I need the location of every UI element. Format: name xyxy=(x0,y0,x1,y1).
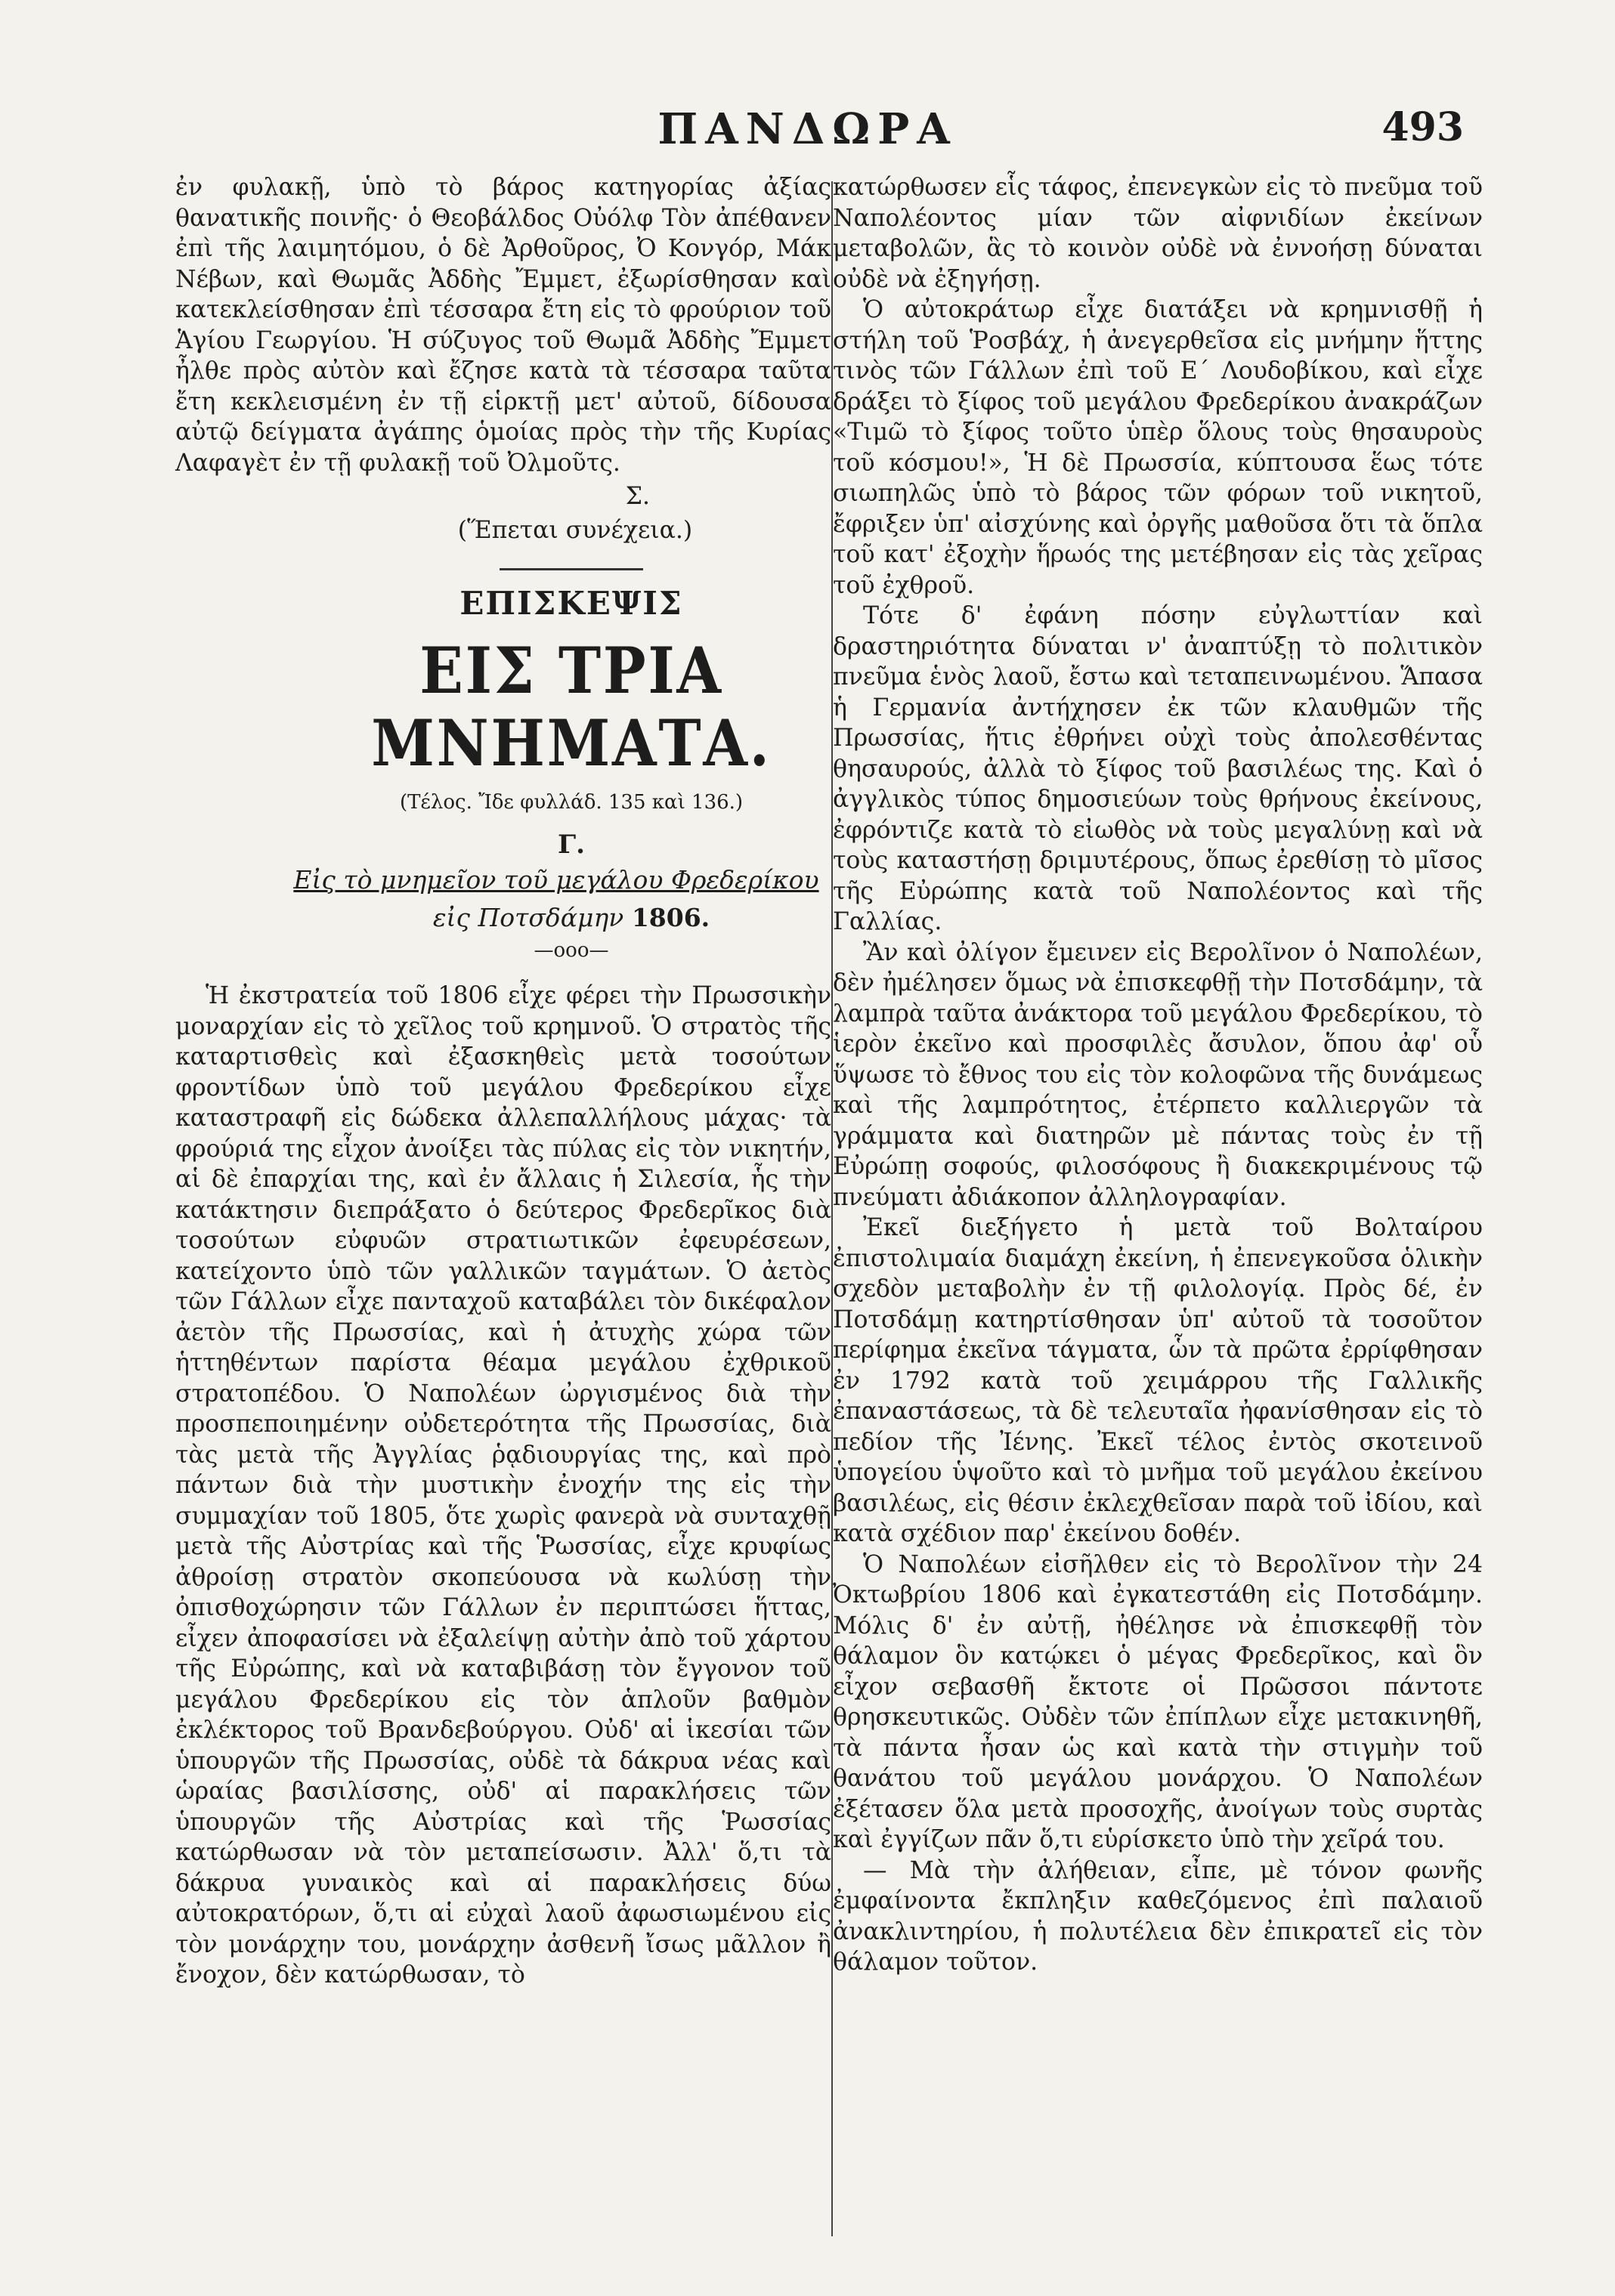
opening-paragraph: ἐν φυλακῇ, ὑπὸ τὸ βάρος κατηγορίας ἀξίας θανατικῆς ποινῆς· ὁ Θεοβάλδος Οὐόλφ Τὸν ἀπέθανεν ἐπὶ τῆς λαιμητόμου, ὁ δὲ Ἀρθοῦρος, Ὀ Κονγόρ, Μάκ Νέβων, καὶ Θωμᾶς Ἀδδὴς Ἔμμετ, ἐξωρίσθησαν καὶ κατεκλείσθησαν ἐπὶ τέσσαρα ἔτη εἰς τὸ φρούριον τοῦ Ἁγίου Γεωργίου. Ἡ σύζυγος τοῦ Θωμᾶ Ἀδδὴς Ἔμμετ ἦλθε πρὸς αὐτὸν καὶ ἔζησε κατὰ τὰ τέσσαρα ταῦτα ἔτη κεκλεισμένη ἐν τῇ εἱρκτῇ μετ' αὐτοῦ, δίδουσα αὐτῷ δείγματα ἀγάπης ὁμοίας πρὸς τὴν τῆς Κυρίας Λαφαγὲτ ἐν τῇ φυλακῇ τοῦ Ὀλμοῦτς. xyxy=(175,174,831,477)
place-date-line xyxy=(243,903,899,934)
article-note: (Τέλος. Ἴδε φυλλάδ. 135 καὶ 136.) xyxy=(399,790,744,814)
part-number: Γ. xyxy=(558,830,585,860)
right-paragraph-5: Ἐκεῖ διεξήγετο ἡ μετὰ τοῦ Βολταίρου ἐπιστολιμαία διαμάχη ἐκείνη, ἡ ἐπενεγκοῦσα ὁλικὴν σχεδὸν μεταβολὴν ἐν τῇ φιλολογίᾳ. Πρὸς δέ, ἐν Ποτσδάμῃ κατηρτίσθησαν ὑπ' αὐτοῦ τὰ τοσοῦτον περίφημα ἐκεῖνα τάγματα, ὧν τὰ πρῶτα ἐρρίφθησαν ἐν 1792 κατὰ τοῦ χειμάρρου τῆς Γαλλικῆς ἐπαναστάσεως, τὰ δὲ τελευταῖα ἠφανίσθησαν εἰς τὸ πεδίον τῆς Ἰένης. Ἐκεῖ τέλος ἐντὸς σκοτεινοῦ ὑπογείου ὑψοῦτο καὶ τὸ μνῆμα τοῦ μεγάλου ἐκείνου βασιλέως, εἰς θέσιν ἐκλεχθεῖσαν παρὰ τοῦ ἰδίου, καὶ κατὰ σχέδιον παρ' ἐκείνου δοθέν. xyxy=(833,1214,1483,1547)
article-body: Ἡ ἐκστρατεία τοῦ 1806 εἶχε φέρει τὴν Πρωσσικὴν μοναρχίαν εἰς τὸ χεῖλος τοῦ κρημνοῦ. Ὁ στρατὸς τῆς καταρτισθεὶς καὶ ἐξασκηθεὶς μετὰ τοσούτων φροντίδων ὑπὸ τοῦ μεγάλου Φρεδερίκου εἶχε καταστραφῆ εἰς δώδεκα ἀλλεπαλλήλους μάχας· τὰ φρούριά της εἶχον ἀνοίξει τὰς πύλας εἰς τὸν νικητήν, αἱ δὲ ἐπαρχίαι της, καὶ ἐν ἄλλαις ἡ Σιλεσία, ἧς τὴν κατάκτησιν διεπράξατο ὁ δεύτερος Φρεδερῖκος διὰ τοσούτων εὐφυῶν στρατιωτικῶν ἐφευρέσεων, κατείχοντο ὑπὸ τῶν γαλλικῶν ταγμάτων. Ὁ ἀετὸς τῶν Γάλλων εἶχε πανταχοῦ καταβάλει τὸν δικέφαλον ἀετὸν τῆς Πρωσσίας, καὶ ἡ ἀτυχὴς χώρα τῶν ἡττηθέντων παρίστα θέαμα μεγάλου ἐχθρικοῦ στρατοπέδου. Ὁ Ναπολέων ὠργισμένος διὰ τὴν προσπεποιημένην οὐδετερότητα τῆς Πρωσσίας, διὰ τὰς μετὰ τῆς Ἀγγλίας ῥᾳδιουργίας της, καὶ πρὸ πάντων διὰ τὴν μυστικὴν ἐνοχήν της εἰς τὴν συμμαχίαν τοῦ 1805, ὅτε χωρὶς φανερὰ νὰ συνταχθῇ μετὰ τῆς Αὐστρίας καὶ τῆς Ῥωσσίας, εἶχε κρυφίως ἀθροίσῃ στρατὸν σκοπεύουσα νὰ κωλύσῃ τὴν ὀπισθοχώρησιν τῶν Γάλλων ἐν περιπτώσει ἥττας, εἶχεν ἀποφασίσει νὰ ἐξαλείψῃ αὐτὴν ἀπὸ τοῦ χάρτου τῆς Εὐρώπης, καὶ νὰ καταβιβάσῃ τὸν ἔγγονον τοῦ μεγάλου Φρεδερίκου εἰς τὸν ἁπλοῦν βαθμὸν ἐκλέκτορος τοῦ Βρανδεβούργου. Οὐδ' αἱ ἱκεσίαι τῶν ὑπουργῶν τῆς Πρωσσίας, οὐδὲ τὰ δάκρυα νέας καὶ ὡραίας βασιλίσσης, οὐδ' αἱ παρακλήσεις τῶν ὑπουργῶν τῆς Αὐστρίας καὶ τῆς Ῥωσσίας κατώρθωσαν νὰ τὸν μεταπείσωσιν. Ἀλλ' ὅ,τι τὰ δάκρυα γυναικὸς καὶ αἱ παρακλήσεις δύω αὐτοκρατόρων, ὅ,τι αἱ εὐχαὶ λαοῦ ἀφωσιωμένου εἰς τὸν μονάρχην του, μονάρχην ἀσθενῆ ἴσως μᾶλλον ἢ ἔνοχον, δὲν κατώρθωσαν, τὸ xyxy=(175,982,831,1989)
right-paragraph-6: Ὁ Ναπολέων εἰσῆλθεν εἰς τὸ Βερολῖνον τὴν 24 Ὀκτωβρίου 1806 καὶ ἐγκατεστάθη εἰς Ποτσδάμην. Μόλις δ' ἐν αὐτῇ, ἠθέλησε νὰ ἐπισκεφθῇ τὸν θάλαμον ὃν κατῴκει ὁ μέγας Φρεδερῖκος, καὶ ὃν εἶχον σεβασθῆ ἔκτοτε οἱ Πρῶσσοι πάντοτε θρησκευτικῶς. Οὐδὲν τῶν ἐπίπλων εἶχε μετακινηθῆ, τὰ πάντα ἦσαν ὡς καὶ κατὰ τὴν στιγμὴν τοῦ θανάτου τοῦ μεγάλου μονάρχου. Ὁ Ναπολέων ἐξέτασεν ὅλα μετὰ προσοχῆς, ἀνοίγων τοὺς συρτὰς καὶ ἐγγίζων πᾶν ὅ,τι εὑρίσκετο ὑπὸ τὴν χεῖρά του. xyxy=(833,1550,1483,1853)
year: 1806. xyxy=(631,903,710,932)
signature: Σ. xyxy=(625,483,650,510)
right-column xyxy=(833,172,1483,1978)
article-subtitle: ΕΙΣ ΤΡΙΑ ΜΝΗΜΑΤΑ. xyxy=(371,632,772,780)
left-column xyxy=(175,172,831,1991)
inscription-heading: Εἰς τὸ μνημεῖον τοῦ μεγάλου Φρεδερίκου xyxy=(293,864,819,895)
continued-note: (Ἕπεται συνέχεια.) xyxy=(457,516,693,544)
article-title: ΕΠΙΣΚΕΨΙΣ xyxy=(459,585,683,622)
place-name: εἰς Ποτσδάμην xyxy=(432,903,624,932)
right-paragraph-4: Ἂν καὶ ὀλίγον ἔμεινεν εἰς Βερολῖνον ὁ Ναπολέων, δὲν ἠμέλησεν ὅμως νὰ ἐπισκεφθῇ τὴν Ποτσδάμην, τὰ λαμπρὰ ταῦτα ἀνάκτορα τοῦ μεγάλου Φρεδερίκου, τὸ ἱερὸν ἐκεῖνο καὶ προσφιλὲς ἄσυλον, ὅπου ἀφ' οὗ ὕψωσε τὸ ἔθνος του εἰς τὸν κολοφῶνα τῆς δυνάμεως καὶ τῆς λαμπρότητος, ἐτέρπετο καλλιεργῶν τὰ γράμματα καὶ διατηρῶν μὲ πάντας τοὺς ἐν τῇ Εὐρώπῃ σοφούς, φιλοσόφους ἢ διακεκριμένους τῷ πνεύματι ἀδιάκοπον ἀλληλογραφίαν. xyxy=(833,938,1483,1211)
page-title: ΠΑΝΔΩΡΑ xyxy=(657,104,958,154)
divider-rule xyxy=(500,568,643,570)
right-paragraph-2: Ὁ αὐτοκράτωρ εἶχε διατάξει νὰ κρημνισθῇ ἡ στήλη τοῦ Ῥοσβάχ, ἡ ἀνεγερθεῖσα εἰς μνήμην ἥττης τινὸς τῶν Γάλλων ἐπὶ τοῦ Ε΄ Λουδοβίκου, καὶ εἶχε δράξει τὸ ξίφος τοῦ μεγάλου Φρεδερίκου ἀνακράζων «Τιμῶ τὸ ξίφος τοῦτο ὑπὲρ ὅλους τοὺς θησαυροὺς τοῦ κόσμου!», Ἡ δὲ Πρωσσία, κύπτουσα ἕως τότε σιωπηλῶς ὑπὸ τὸ βάρος τῶν φόρων τοῦ νικητοῦ, ἔφριξεν ὑπ' αἰσχύνης καὶ ὀργῆς μαθοῦσα ὅτι τὰ ὅπλα τοῦ κατ' ἐξοχὴν ἥρωός της μετέβησαν εἰς τὰς χεῖρας τοῦ ἐχθροῦ. xyxy=(833,296,1483,599)
separator: —ooo— xyxy=(534,938,609,962)
right-paragraph-3: Τότε δ' ἐφάνη πόσην εὐγλωττίαν καὶ δραστηριότητα δύναται ν' ἀναπτύξῃ τὸ πολιτικὸν πνεῦμα ἑνὸς λαοῦ, ἔστω καὶ τεταπεινωμένου. Ἅπασα ἡ Γερμανία ἀντήχησεν ἐκ τῶν κλαυθμῶν τῆς Πρωσσίας, ἥτις ἐθρήνει οὐχὶ τοὺς ἀπολεσθέντας θησαυρούς, ἀλλὰ τὸ ξίφος τοῦ βασιλέως της. Καὶ ὁ ἀγγλικὸς τύπος δημοσιεύων τοὺς θρήνους ἐκείνους, ἐφρόντιζε κατὰ τὸ εἰωθὸς νὰ τοὺς μεγαλύνῃ καὶ νὰ τοὺς καταστήσῃ δριμυτέρους, ὅπως ἐρεθίσῃ τὸ μῖσος τῆς Εὐρώπης κατὰ τοῦ Ναπολέοντος καὶ τῆς Γαλλίας. xyxy=(833,602,1483,935)
page-number: 493 xyxy=(1381,104,1464,150)
right-paragraph-7: — Μὰ τὴν ἀλήθειαν, εἶπε, μὲ τόνον φωνῆς ἐμφαίνοντα ἔκπληξιν καθεζόμενος ἐπὶ παλαιοῦ ἀνακλιντηρίου, ἡ πολυτέλεια δὲν ἐπικρατεῖ εἰς τὸν θάλαμον τοῦτον. xyxy=(833,1856,1483,1976)
right-paragraph-1: κατώρθωσεν εἷς τάφος, ἐπενεγκὼν εἰς τὸ πνεῦμα τοῦ Ναπολέοντος μίαν τῶν αἰφνιδίων ἐκείνων μεταβολῶν, ἃς τὸ κοινὸν οὐδὲ νὰ ἐννοήσῃ δύναται οὐδὲ νὰ ἐξηγήσῃ. xyxy=(833,174,1483,293)
